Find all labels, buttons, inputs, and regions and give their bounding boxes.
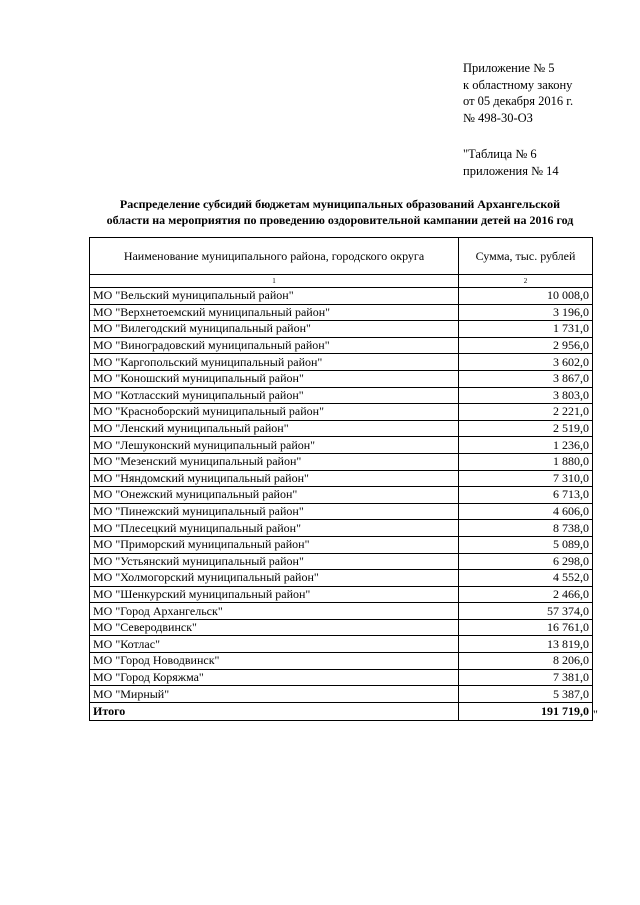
attachment-line: от 05 декабря 2016 г. xyxy=(463,94,574,108)
municipality-name: МО "Город Архангельск" xyxy=(90,603,459,620)
table-row xyxy=(90,586,593,603)
municipality-name: МО "Верхнетоемский муниципальный район" xyxy=(90,304,459,321)
table-row xyxy=(90,619,593,636)
subsidy-amount: 4 552,0 xyxy=(459,570,593,587)
municipality-name: МО "Красноборский муниципальный район" xyxy=(90,404,459,421)
municipality-name: МО "Няндомский муниципальный район" xyxy=(90,470,459,487)
subsidy-amount: 2 519,0 xyxy=(459,420,593,437)
table-row xyxy=(90,420,593,437)
distribution-table xyxy=(89,237,593,721)
table-row xyxy=(90,453,593,470)
municipality-name: МО "Холмогорский муниципальный район" xyxy=(90,570,459,587)
municipality-name: МО "Ленский муниципальный район" xyxy=(90,420,459,437)
subsidy-amount: 7 310,0 xyxy=(459,470,593,487)
table-row xyxy=(90,470,593,487)
subsidy-amount: 5 089,0 xyxy=(459,536,593,553)
table-reference-line: приложения № 14 xyxy=(463,163,559,178)
municipality-name: МО "Вельский муниципальный район" xyxy=(90,288,459,305)
attachment-line: к областному закону xyxy=(463,77,573,92)
municipality-name: МО "Плесецкий муниципальный район" xyxy=(90,520,459,537)
header-amount-cell: Сумма, тыс. рублей xyxy=(459,238,593,275)
table-row xyxy=(90,337,593,354)
attachment-block xyxy=(463,60,573,126)
municipality-name: МО "Каргопольский муниципальный район" xyxy=(90,354,459,371)
subsidy-amount: 7 381,0 xyxy=(459,669,593,686)
subsidy-amount: 3 196,0 xyxy=(459,304,593,321)
table-row xyxy=(90,304,593,321)
table-row xyxy=(90,520,593,537)
municipality-name: МО "Пинежский муниципальный район" xyxy=(90,503,459,520)
table-row xyxy=(90,636,593,653)
table-row xyxy=(90,653,593,670)
column-number-1: 1 xyxy=(90,275,459,288)
closing-quote: " xyxy=(593,707,598,721)
document-title xyxy=(70,196,610,228)
table-row xyxy=(90,387,593,404)
table-row xyxy=(90,570,593,587)
subsidy-amount: 2 466,0 xyxy=(459,586,593,603)
subsidy-amount: 16 761,0 xyxy=(459,619,593,636)
municipality-name: МО "Виноградовский муниципальный район" xyxy=(90,337,459,354)
municipality-name: МО "Устьянский муниципальный район" xyxy=(90,553,459,570)
subsidy-amount: 10 008,0 xyxy=(459,288,593,305)
table-row xyxy=(90,503,593,520)
municipality-name: МО "Мезенский муниципальный район" xyxy=(90,453,459,470)
column-number-2: 2 xyxy=(459,275,593,288)
table-row xyxy=(90,288,593,305)
table-row xyxy=(90,437,593,454)
table-row xyxy=(90,354,593,371)
subsidy-amount: 2 956,0 xyxy=(459,337,593,354)
attachment-line: № 498-30-ОЗ xyxy=(463,110,533,125)
header-name-cell: Наименование муниципального района, городского округа xyxy=(90,238,459,275)
total-row xyxy=(90,702,593,720)
municipality-name: МО "Лешуконский муниципальный район" xyxy=(90,437,459,454)
table-row xyxy=(90,321,593,338)
municipality-name: МО "Город Коряжма" xyxy=(90,669,459,686)
municipality-name: МО "Коношский муниципальный район" xyxy=(90,370,459,387)
column-number-row xyxy=(90,275,593,288)
municipality-name: МО "Шенкурский муниципальный район" xyxy=(90,586,459,603)
subsidy-amount: 13 819,0 xyxy=(459,636,593,653)
subsidy-amount: 4 606,0 xyxy=(459,503,593,520)
subsidy-amount: 3 867,0 xyxy=(459,370,593,387)
table-row xyxy=(90,370,593,387)
subsidy-amount: 1 236,0 xyxy=(459,437,593,454)
municipality-name: МО "Приморский муниципальный район" xyxy=(90,536,459,553)
subsidy-amount: 5 387,0 xyxy=(459,686,593,703)
subsidy-amount: 8 206,0 xyxy=(459,653,593,670)
table-row xyxy=(90,536,593,553)
subsidy-amount: 8 738,0 xyxy=(459,520,593,537)
table-row xyxy=(90,404,593,421)
table-row xyxy=(90,686,593,703)
municipality-name: МО "Котласский муниципальный район" xyxy=(90,387,459,404)
attachment-line: Приложение № 5 xyxy=(463,61,555,75)
municipality-name: МО "Северодвинск" xyxy=(90,619,459,636)
municipality-name: МО "Котлас" xyxy=(90,636,459,653)
total-amount: 191 719,0 xyxy=(459,702,593,720)
municipality-name: МО "Вилегодский муниципальный район" xyxy=(90,321,459,338)
subsidy-amount: 6 713,0 xyxy=(459,487,593,504)
subsidy-amount: 2 221,0 xyxy=(459,404,593,421)
subsidy-amount: 6 298,0 xyxy=(459,553,593,570)
subsidy-amount: 1 731,0 xyxy=(459,321,593,338)
municipality-name: МО "Мирный" xyxy=(90,686,459,703)
table-row xyxy=(90,669,593,686)
title-line: Распределение субсидий бюджетам муниципальных образований Архангельской xyxy=(119,197,561,211)
subsidy-amount: 3 602,0 xyxy=(459,354,593,371)
title-line: области на мероприятия по проведению оздоровительной кампании детей на 2016 год xyxy=(106,213,574,227)
table-reference xyxy=(463,146,559,179)
table-row xyxy=(90,487,593,504)
subsidy-amount: 1 880,0 xyxy=(459,453,593,470)
subsidy-amount: 57 374,0 xyxy=(459,603,593,620)
total-label: Итого xyxy=(90,702,459,720)
table-row xyxy=(90,603,593,620)
table-reference-line: "Таблица № 6 xyxy=(463,147,537,161)
municipality-name: МО "Город Новодвинск" xyxy=(90,653,459,670)
subsidy-amount: 3 803,0 xyxy=(459,387,593,404)
table-header-row xyxy=(90,238,593,275)
municipality-name: МО "Онежский муниципальный район" xyxy=(90,487,459,504)
table-row xyxy=(90,553,593,570)
